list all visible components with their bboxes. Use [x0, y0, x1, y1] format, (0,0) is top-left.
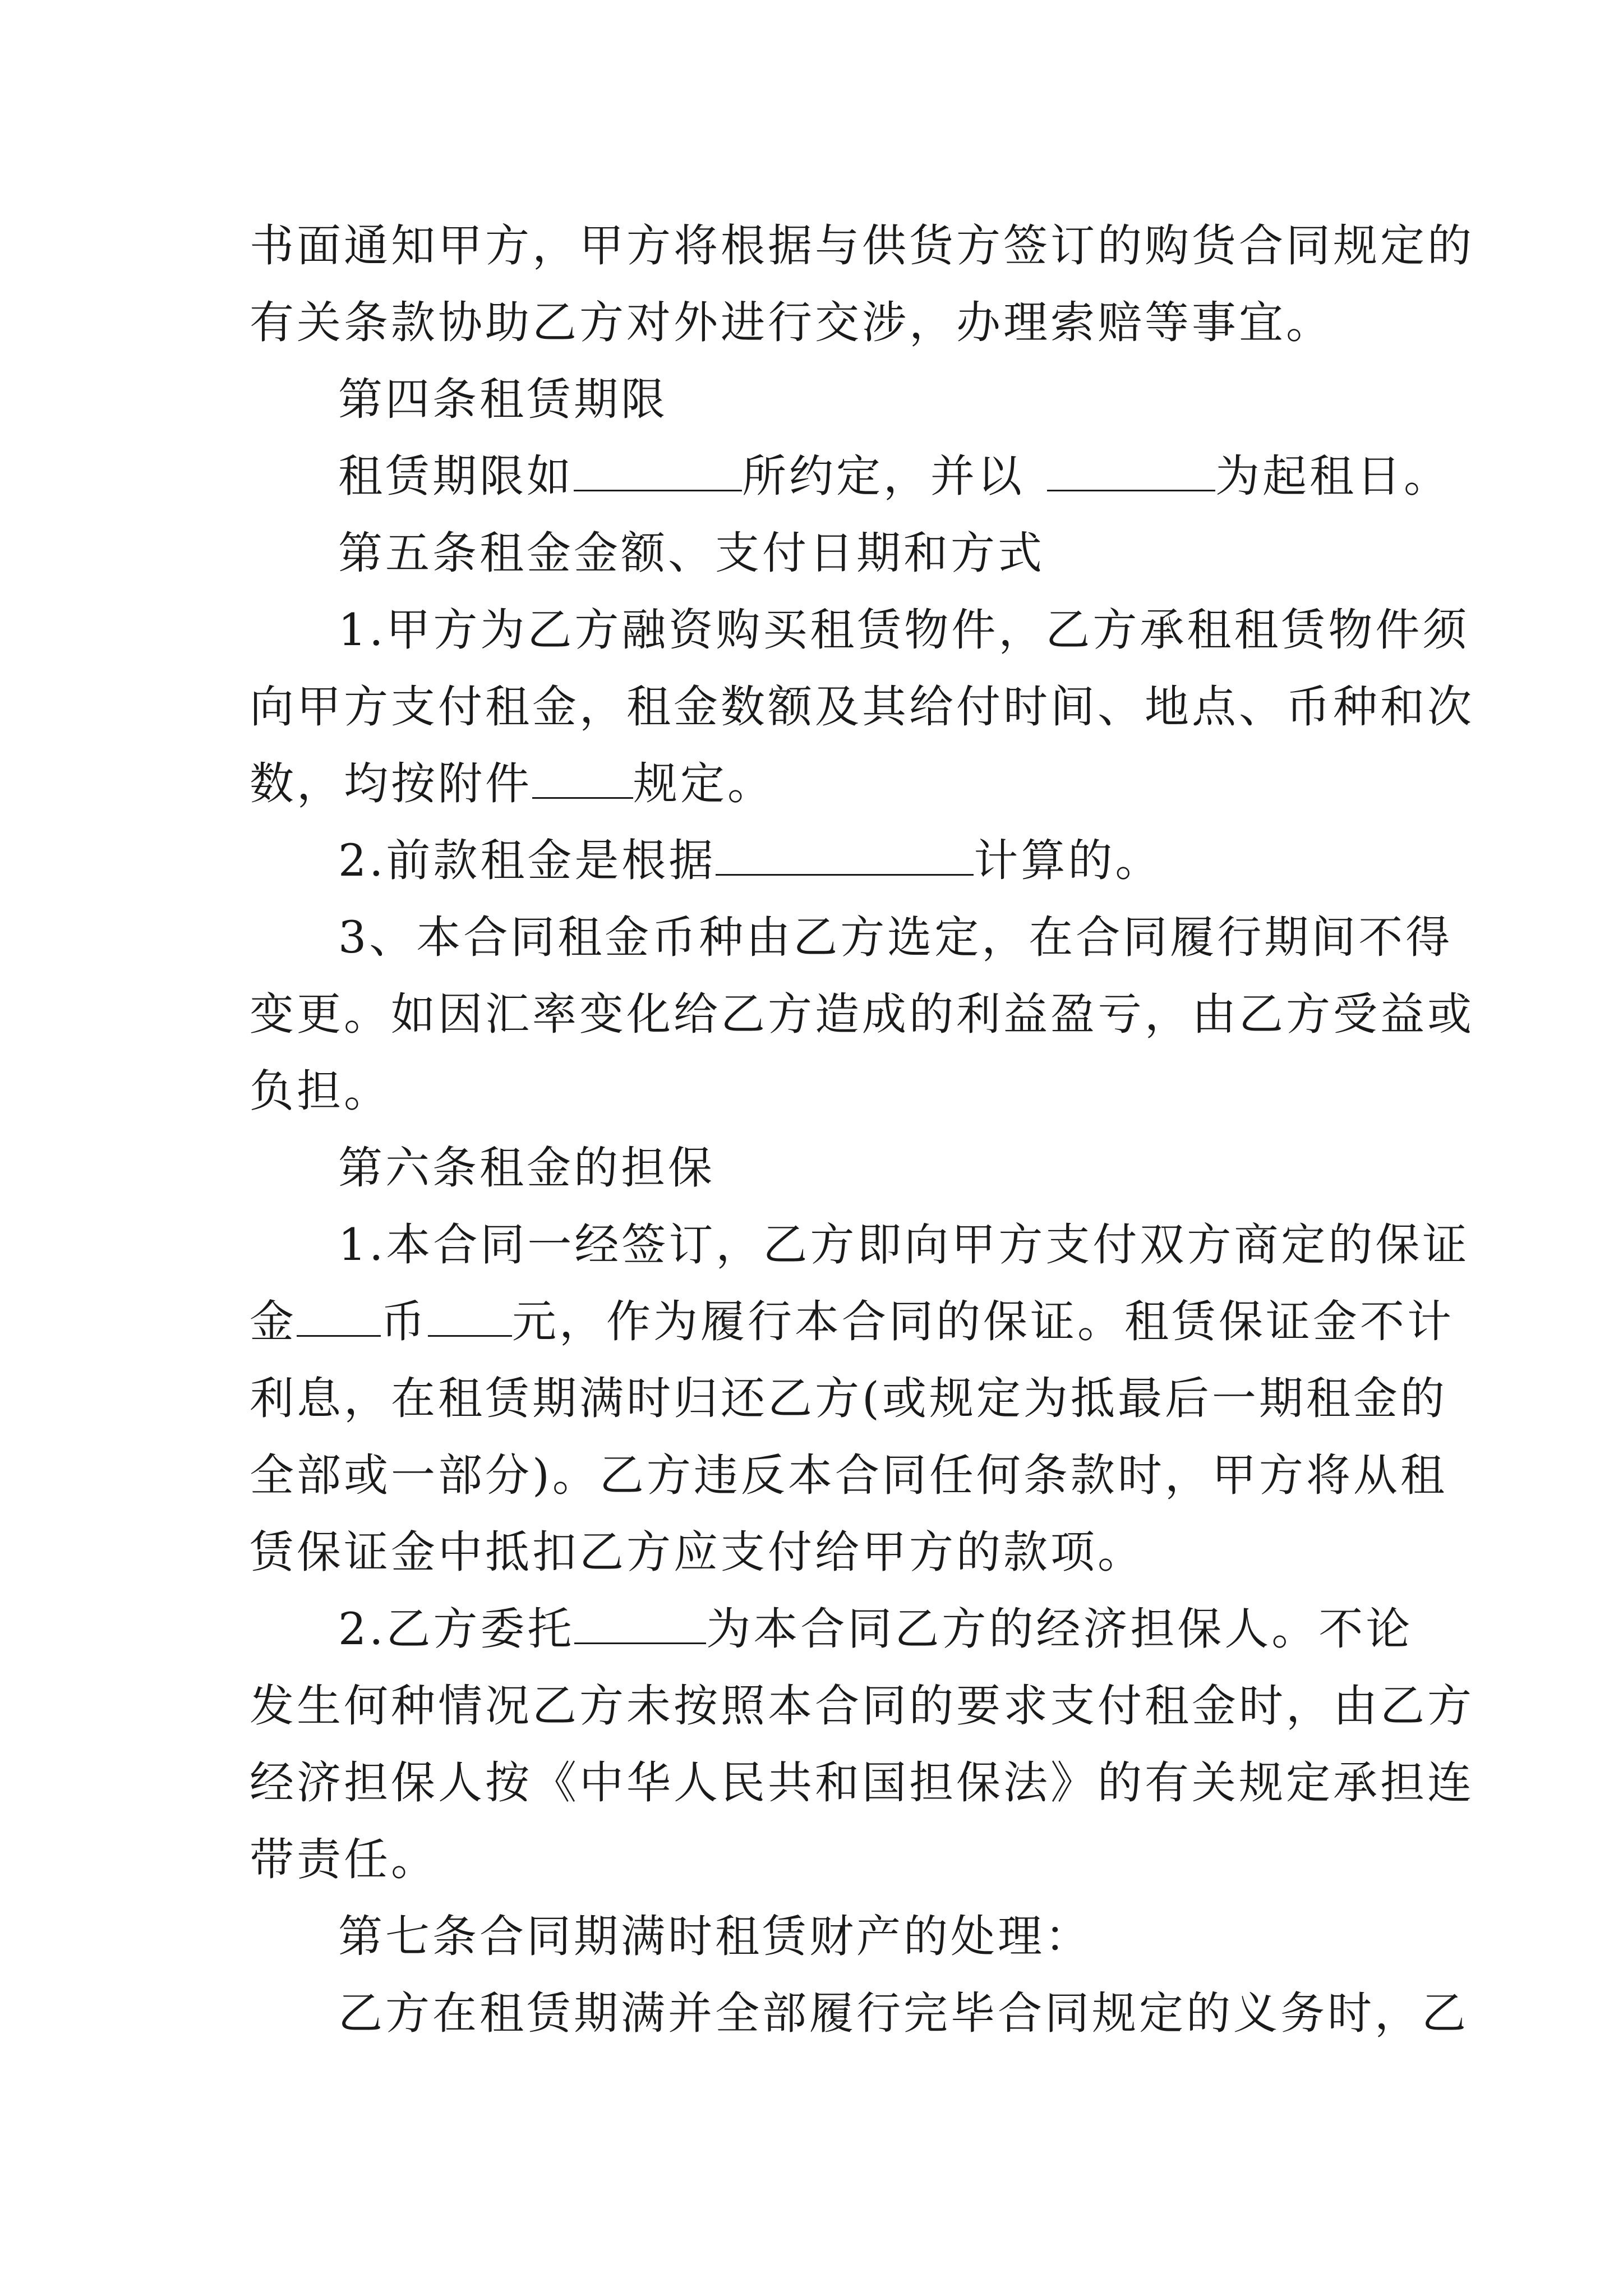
text-segment: 规定。 [633, 758, 774, 809]
text-segment: 计算的。 [974, 835, 1163, 886]
article-heading: 第七条合同期满时租赁财产的处理： [338, 1911, 1092, 1962]
text-segment: 2.前款租金是根据 [338, 835, 716, 886]
paragraph-line: 1.甲方为乙方融资购买租赁物件，乙方承租租赁物件须 [338, 604, 1470, 656]
text-segment: 为本合同乙方的经济担保人。不论 [706, 1603, 1413, 1655]
paragraph-line: 负担。 [250, 1065, 391, 1117]
fill-in-blank [574, 446, 742, 491]
article-heading: 第五条租金金额、支付日期和方式 [338, 527, 1045, 579]
document-body [250, 208, 1474, 2052]
paragraph-line: 经济担保人按《中华人民共和国担保法》的有关规定承担连 [250, 1757, 1474, 1809]
fill-in-blank [574, 1599, 706, 1644]
paragraph-line: 向甲方支付租金，租金数额及其给付时间、地点、币种和次 [250, 681, 1474, 733]
paragraph-line: 1.本合同一经签订，乙方即向甲方支付双方商定的保证 [338, 1219, 1470, 1271]
text-segment: 所约定，并以 [742, 450, 1025, 502]
paragraph-line [250, 746, 1388, 822]
paragraph-line: 赁保证金中抵扣乙方应支付给甲方的款项。 [250, 1526, 1145, 1578]
paragraph-line: 3、本合同租金币种由乙方选定，在合同履行期间不得 [338, 912, 1453, 963]
article-heading: 第六条租金的担保 [338, 1142, 715, 1194]
paragraph-line: 乙方在租赁期满并全部履行完毕合同规定的义务时，乙 [338, 1987, 1469, 2039]
text-segment: 币 [381, 1296, 428, 1347]
paragraph-line: 发生何种情况乙方未按照本合同的要求支付租金时，由乙方 [250, 1680, 1474, 1732]
text-segment: 为起租日。 [1215, 450, 1451, 502]
text-segment: 2.乙方委托 [338, 1603, 575, 1655]
text-segment: 元，作为履行本合同的保证。租赁保证金不计 [512, 1296, 1454, 1347]
paragraph-line: 变更。如因汇率变化给乙方造成的利益盈亏，由乙方受益或 [250, 988, 1474, 1040]
text-segment: 租赁期限如 [338, 450, 574, 502]
fill-in-blank [297, 1291, 381, 1337]
article-heading: 第四条租赁期限 [338, 374, 668, 425]
paragraph-line: 带责任。 [250, 1834, 438, 1885]
paragraph-line [250, 438, 1451, 515]
paragraph-line [250, 822, 1388, 899]
paragraph-line: 书面通知甲方，甲方将根据与供货方签订的购货合同规定的 [250, 220, 1474, 272]
fill-in-blank [428, 1291, 512, 1337]
text-segment: 数，均按附件 [250, 758, 532, 809]
fill-in-blank [532, 753, 633, 799]
paragraph-line: 利息，在租赁期满时归还乙方(或规定为抵最后一期租金的 [250, 1373, 1447, 1424]
paragraph-line [250, 1283, 1454, 1360]
fill-in-blank [1047, 446, 1215, 491]
fill-in-blank [716, 830, 974, 876]
text-segment: 金 [250, 1296, 297, 1347]
paragraph-line: 全部或一部分)。乙方违反本合同任何条款时，甲方将从租 [250, 1450, 1447, 1501]
paragraph-line: 有关条款协助乙方对外进行交涉，办理索赔等事宜。 [250, 297, 1333, 348]
paragraph-line [250, 1591, 1413, 1668]
